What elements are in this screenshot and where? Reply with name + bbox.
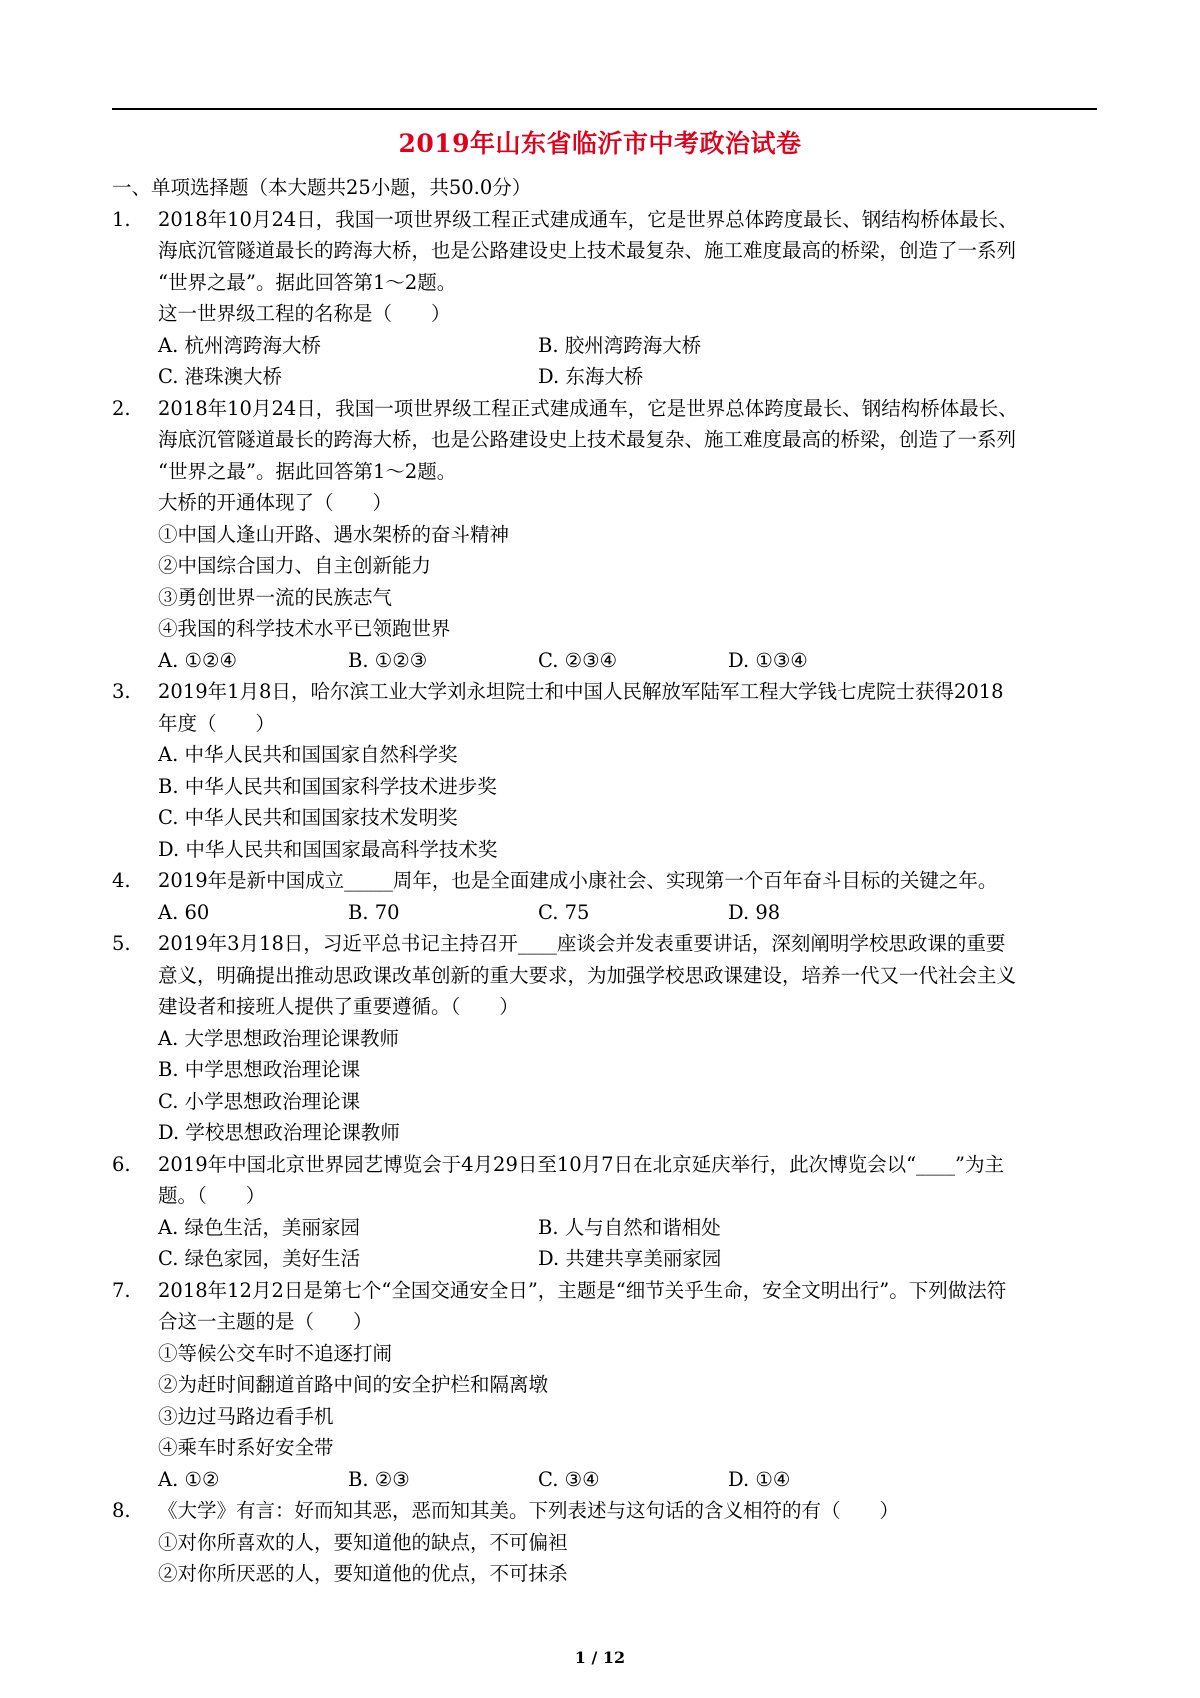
option-b: B. 中学思想政治理论课 [158,1058,361,1081]
question-stem [158,676,1102,739]
answer-options [158,739,1102,865]
stem-line: ④我国的科学技术水平已领跑世界 [158,617,451,640]
option-c: C. 小学思想政治理论课 [158,1089,361,1113]
question-4 [112,865,1102,928]
question-stem [158,928,1102,1023]
option-b: B. 70 [348,900,400,924]
page-title: 2019年山东省临沂市中考政治试卷 [398,129,802,158]
stem-line: 题。（ ） [158,1184,266,1207]
question-number: 3. [112,680,131,703]
stem-line: 意义，明确提出推动思政课改革创新的重大要求，为加强学校思政课建设，培养一代又一代社会主义 [158,963,1017,987]
exam-content [112,172,1102,1590]
option-c: C. ②③④ [538,648,618,672]
option-c: C. 75 [538,900,590,924]
stem-line: “世界之最”。据此回答第1～2题。 [158,459,457,483]
answer-options [158,897,1102,929]
stem-line: ②为赶时间翻道首路中间的安全护栏和隔离墩 [158,1373,549,1396]
option-b: B. 胶州湾跨海大桥 [538,333,702,357]
option-a: A. ①② [158,1467,220,1491]
question-stem [158,1149,1102,1212]
header-rule [112,108,1097,110]
stem-line: ④乘车时系好安全带 [158,1436,334,1459]
option-b: B. ①②③ [348,648,428,672]
option-a: A. 大学思想政治理论课教师 [158,1026,399,1050]
option-a: A. 中华人民共和国国家自然科学奖 [158,743,458,766]
option-c: C. 港珠澳大桥 [158,365,283,388]
option-a: A. 绿色生活，美丽家园 [158,1215,360,1239]
stem-line: 2019年中国北京世界园艺博览会于4月29日至10月7日在北京延庆举行，此次博览会以“____”为主 [158,1152,1005,1176]
option-b: B. 人与自然和谐相处 [538,1215,721,1239]
question-number: 7. [112,1278,131,1302]
stem-line: 建设者和接班人提供了重要遵循。（ ） [158,995,519,1018]
option-c: C. 绿色家园，美好生活 [158,1247,361,1270]
question-number: 8. [112,1499,131,1522]
question-8 [112,1495,1102,1590]
option-d: D. 中华人民共和国国家最高科学技术奖 [158,837,498,861]
option-b: B. ②③ [348,1467,410,1491]
stem-line: ①对你所喜欢的人，要知道他的缺点，不可偏袒 [158,1530,568,1554]
stem-line: 海底沉管隧道最长的跨海大桥，也是公路建设史上技术最复杂、施工难度最高的桥梁，创造了一系列 [158,428,1017,451]
question-6 [112,1149,1102,1275]
stem-line: 合这一主题的是（ ） [158,1310,373,1333]
question-stem [158,1275,1102,1464]
section-heading: 一、单项选择题（本大题共25小题，共50.0分） [112,176,532,199]
answer-options [158,1464,1102,1496]
answer-options [158,1023,1102,1149]
stem-line: ②对你所厌恶的人，要知道他的优点，不可抹杀 [158,1562,568,1585]
stem-line: 这一世界级工程的名称是（ ） [158,302,451,325]
option-c: C. 中华人民共和国国家技术发明奖 [158,806,458,829]
answer-options [158,645,1102,677]
stem-line: 年度（ ） [158,711,276,735]
option-a: A. ①②④ [158,648,237,672]
stem-line: 2018年12月2日是第七个“全国交通安全日”，主题是“细节关乎生命，安全文明出行”。下列做法符 [158,1278,1007,1302]
stem-line: ③边过马路边看手机 [158,1404,334,1428]
question-list [112,204,1102,1590]
question-2 [112,393,1102,677]
option-d: D. ①④ [728,1467,791,1491]
option-c: C. ③④ [538,1467,600,1491]
question-5 [112,928,1102,1149]
option-a: A. 60 [158,900,210,924]
option-a: A. 杭州湾跨海大桥 [158,333,321,357]
option-d: D. 东海大桥 [538,365,644,388]
question-stem [158,393,1102,645]
stem-line: 大桥的开通体现了（ ） [158,491,393,514]
question-number: 6. [112,1152,131,1176]
stem-line: 2018年10月24日，我国一项世界级工程正式建成通车，它是世界总体跨度最长、钢结构桥体最长、 [158,207,1018,231]
stem-line: 2019年1月8日，哈尔滨工业大学刘永坦院士和中国人民解放军陆军工程大学钱七虎院士获得2018 [158,680,1004,703]
page-number: 1 / 12 [574,1648,626,1667]
question-stem [158,865,1102,897]
question-1 [112,204,1102,393]
question-3 [112,676,1102,865]
question-number: 4. [112,869,131,892]
option-d: D. 共建共享美丽家园 [538,1247,722,1270]
answer-options [158,330,1102,393]
stem-line: 海底沉管隧道最长的跨海大桥，也是公路建设史上技术最复杂、施工难度最高的桥梁，创造了一系列 [158,239,1017,262]
stem-line: 《大学》有言：好而知其恶，恶而知其美。下列表述与这句话的含义相符的有（ ） [158,1499,900,1522]
stem-line: ①等候公交车时不追逐打闹 [158,1341,393,1365]
stem-line: 2019年3月18日，习近平总书记主持召开____座谈会并发表重要讲话，深刻阐明学校思政课的重要 [158,932,1006,955]
answer-options [158,1212,1102,1275]
option-d: D. 学校思想政治理论课教师 [158,1121,400,1144]
question-number: 1. [112,207,131,231]
option-b: B. 中华人民共和国国家科学技术进步奖 [158,774,497,798]
question-stem [158,204,1102,330]
option-d: D. ①③④ [728,648,808,672]
option-d: D. 98 [728,900,781,924]
stem-line: 2018年10月24日，我国一项世界级工程正式建成通车，它是世界总体跨度最长、钢结构桥体最长、 [158,396,1018,420]
stem-line: ③勇创世界一流的民族志气 [158,585,393,609]
stem-line: ①中国人逢山开路、遇水架桥的奋斗精神 [158,522,510,546]
question-stem [158,1495,1102,1590]
question-number: 5. [112,932,131,955]
question-number: 2. [112,396,131,420]
stem-line: 2019年是新中国成立_____周年，也是全面建成小康社会、实现第一个百年奋斗目标的关键之年。 [158,869,998,892]
stem-line: ②中国综合国力、自主创新能力 [158,554,432,577]
question-7 [112,1275,1102,1496]
stem-line: “世界之最”。据此回答第1～2题。 [158,270,457,294]
